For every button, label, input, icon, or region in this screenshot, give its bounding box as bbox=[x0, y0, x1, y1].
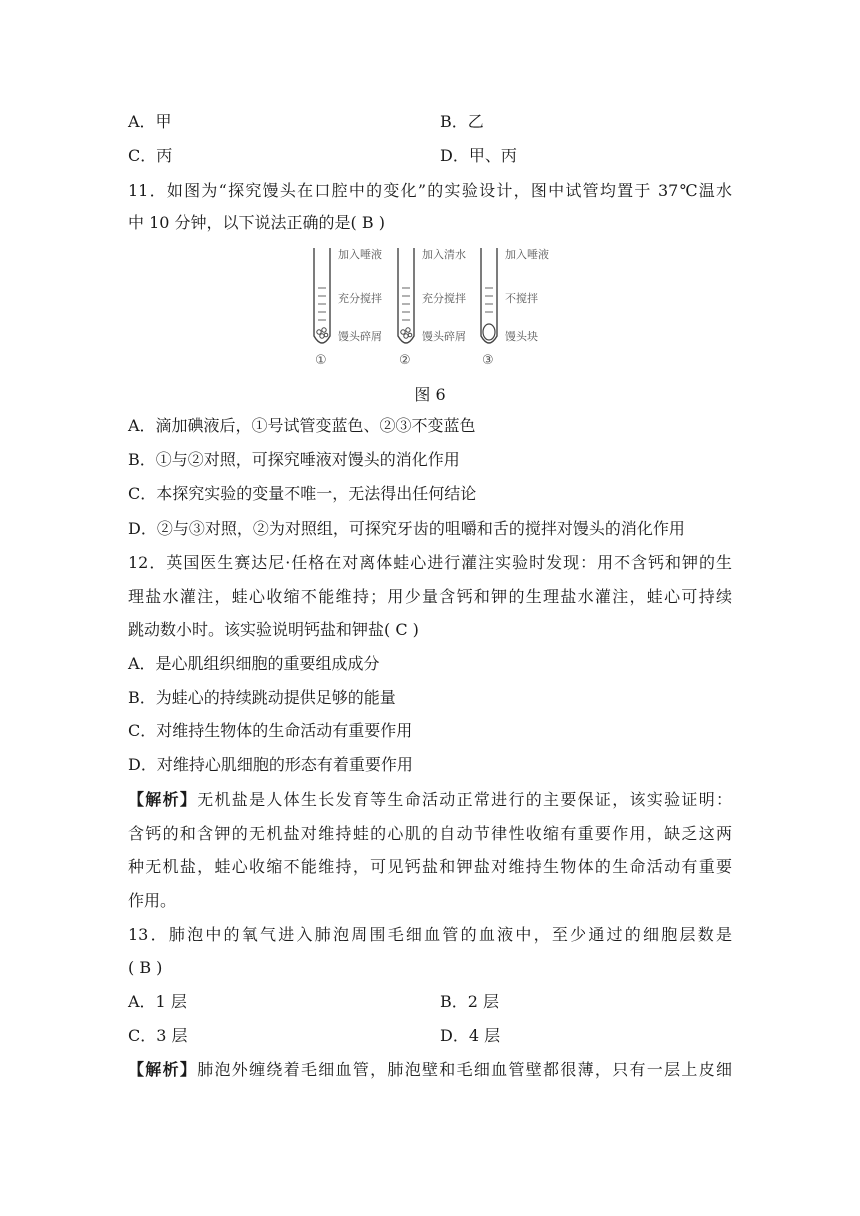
q13-option-c: C．3 层 bbox=[128, 1026, 188, 1045]
q10-option-a: A．甲 bbox=[128, 112, 172, 131]
tube2-top-label: 加入清水 bbox=[422, 248, 466, 261]
figure-caption: 图 6 bbox=[414, 385, 446, 404]
q13-stem-line2: ( B ) bbox=[128, 958, 163, 977]
q10-option-d: D．甲、丙 bbox=[440, 146, 517, 165]
q12-option-b: B．为蛙心的持续跳动提供足够的能量 bbox=[128, 688, 396, 707]
tube-2 bbox=[398, 248, 414, 343]
q13-options-row1 bbox=[128, 992, 500, 1012]
q11-option-b: B．①与②对照，可探究唾液对馒头的消化作用 bbox=[128, 450, 460, 469]
tube1-bottom-label: 馒头碎屑 bbox=[338, 330, 382, 343]
q12-option-a: A．是心肌组织细胞的重要组成成分 bbox=[128, 654, 380, 673]
tube3-number: ③ bbox=[482, 353, 494, 368]
q12-analysis-line4: 作用。 bbox=[128, 891, 177, 910]
q13-option-d: D．4 层 bbox=[440, 1026, 501, 1045]
q10-options-row1 bbox=[128, 112, 484, 132]
q11-stem-line2: 中 10 分钟，以下说法正确的是( B ) bbox=[128, 213, 385, 232]
tube2-bottom-label: 馒头碎屑 bbox=[422, 330, 466, 343]
q12-option-d: D．对维持心肌细胞的形态有着重要作用 bbox=[128, 755, 413, 774]
tube3-bottom-label: 馒头块 bbox=[505, 330, 538, 343]
analysis-tag: 【解析】 bbox=[128, 790, 198, 809]
q13-option-a: A．1 层 bbox=[128, 992, 187, 1011]
tube1-mid-label: 充分搅拌 bbox=[338, 292, 382, 305]
tube-3 bbox=[481, 248, 497, 343]
q10-options-row2 bbox=[128, 146, 517, 166]
q13-analysis-line1 bbox=[128, 1060, 732, 1080]
tube2-number: ② bbox=[399, 353, 411, 368]
q13-option-b: B．2 层 bbox=[440, 992, 500, 1011]
q12-stem-line1: 12．英国医生赛达尼·任格在对离体蛙心进行灌注实验时发现：用不含钙和钾的生 bbox=[128, 553, 732, 572]
q10-option-b: B．乙 bbox=[440, 112, 484, 131]
test-tube-figure bbox=[300, 240, 570, 370]
tube-1 bbox=[314, 248, 330, 343]
q12-option-c: C．对维持生物体的生命活动有重要作用 bbox=[128, 721, 413, 740]
q11-stem-line1: 11．如图为“探究馒头在口腔中的变化”的实验设计，图中试管均置于 37℃温水 bbox=[128, 181, 732, 200]
tube3-top-label: 加入唾液 bbox=[505, 248, 549, 261]
q12-stem-line3: 跳动数小时。该实验说明钙盐和钾盐( C ) bbox=[128, 620, 419, 639]
q11-option-d: D．②与③对照，②为对照组，可探究牙齿的咀嚼和舌的搅拌对馒头的消化作用 bbox=[128, 519, 685, 538]
tube1-top-label: 加入唾液 bbox=[338, 248, 382, 261]
analysis-tag: 【解析】 bbox=[128, 1060, 198, 1079]
q10-option-c: C．丙 bbox=[128, 146, 173, 165]
q12-analysis-text1: 无机盐是人体生长发育等生命活动正常进行的主要保证，该实验证明： bbox=[197, 790, 732, 809]
q13-analysis-text1: 肺泡外缠绕着毛细血管，肺泡壁和毛细血管壁都很薄，只有一层上皮细 bbox=[197, 1060, 732, 1079]
q11-option-c: C．本探究实验的变量不唯一，无法得出任何结论 bbox=[128, 484, 477, 503]
q13-options-row2 bbox=[128, 1026, 501, 1046]
q12-stem-line2: 理盐水灌注，蛙心收缩不能维持；用少量含钙和钾的生理盐水灌注，蛙心可持续 bbox=[128, 587, 732, 606]
q11-option-a: A．滴加碘液后，①号试管变蓝色、②③不变蓝色 bbox=[128, 416, 476, 435]
tube1-number: ① bbox=[315, 353, 327, 368]
q12-analysis-line2: 含钙的和含钾的无机盐对维持蛙的心肌的自动节律性收缩有重要作用，缺乏这两 bbox=[128, 824, 732, 843]
q12-analysis-line1 bbox=[128, 790, 732, 810]
q12-analysis-line3: 种无机盐，蛙心收缩不能维持，可见钙盐和钾盐对维持生物体的生命活动有重要 bbox=[128, 857, 732, 876]
q13-stem-line1: 13．肺泡中的氧气进入肺泡周围毛细血管的血液中，至少通过的细胞层数是 bbox=[128, 925, 732, 944]
tube2-mid-label: 充分搅拌 bbox=[422, 292, 466, 305]
tube3-mid-label: 不搅拌 bbox=[505, 292, 538, 305]
